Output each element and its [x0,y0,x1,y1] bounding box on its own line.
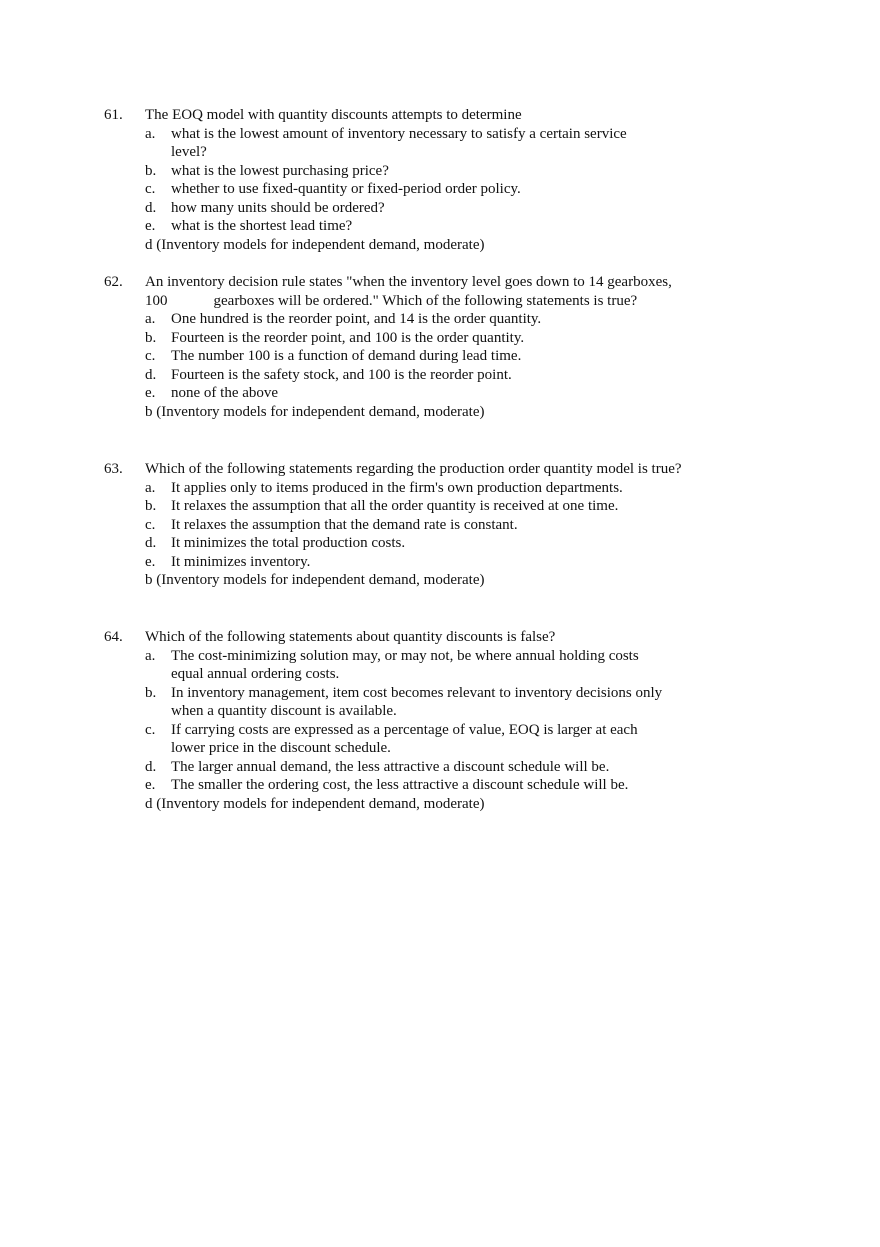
option-e [145,217,704,236]
option-letter: a. [145,125,156,142]
option-list [145,647,704,795]
option-a [145,125,704,162]
option-letter: c. [145,721,156,738]
option-list [145,125,704,236]
question-number: 61. [104,107,123,123]
option-b [145,329,704,348]
question-number: 62. [104,274,123,290]
option-b [145,497,704,516]
question-stem-part2: gearboxes will be ordered." Which of the following statements is true? [213,292,638,309]
option-text: The larger annual demand, the less attractive a discount schedule will be. [171,758,610,775]
answer-key: b (Inventory models for independent demand, moderate) [145,572,485,588]
option-e [145,553,704,572]
option-text: Fourteen is the safety stock, and 100 is the reorder point. [171,366,512,383]
option-c [145,516,704,535]
option-letter: b. [145,329,157,346]
option-letter: b. [145,684,157,701]
question-62 [104,273,704,421]
answer-key: b (Inventory models for independent demand, moderate) [145,403,485,420]
option-text: whether to use fixed-quantity or fixed-period order policy. [171,181,521,197]
option-b [145,162,704,181]
answer-key: d (Inventory models for independent demand, moderate) [145,795,485,812]
question-stem: The EOQ model with quantity discounts attempts to determine [145,107,522,123]
option-text: what is the lowest purchasing price? [171,162,389,179]
option-e [145,776,704,795]
option-text: what is the shortest lead time? [171,218,353,234]
option-letter: d. [145,535,157,551]
option-text: It minimizes inventory. [171,553,311,570]
option-d [145,758,704,777]
option-text: none of the above [171,385,279,401]
option-text: It applies only to items produced in the firm's own production departments. [171,479,623,496]
option-letter: c. [145,348,156,364]
option-d [145,534,704,553]
option-d [145,199,704,218]
option-letter: a. [145,479,156,496]
option-d [145,366,704,385]
option-letter: a. [145,311,156,327]
question-stem: Which of the following statements about quantity discounts is false? [145,629,556,645]
question-stem: Which of the following statements regarding the production order quantity model is true? [145,461,682,477]
option-c [145,347,704,366]
option-text: It relaxes the assumption that the demand rate is constant. [171,516,518,533]
option-list [145,479,704,572]
option-letter: c. [145,516,156,533]
option-letter: d. [145,199,157,216]
question-number: 63. [104,461,123,477]
question-number: 64. [104,629,123,645]
question-64 [104,628,704,813]
option-text: In inventory management, item cost becomes relevant to inventory decisions only when a quantity discount is available. [171,684,663,719]
option-text: what is the lowest amount of inventory necessary to satisfy a certain service level? [171,125,627,160]
option-text: The smaller the ordering cost, the less attractive a discount schedule will be. [171,777,629,793]
option-text: Fourteen is the reorder point, and 100 is the order quantity. [171,329,525,346]
option-a [145,310,704,329]
option-c [145,180,704,199]
option-text: It minimizes the total production costs. [171,535,406,551]
option-letter: e. [145,385,156,401]
option-b [145,684,704,721]
option-text: It relaxes the assumption that all the order quantity is received at one time. [171,498,619,514]
answer-key: d (Inventory models for independent demand, moderate) [145,236,485,253]
option-letter: d. [145,366,157,383]
option-list [145,310,704,403]
option-letter: b. [145,498,157,514]
option-letter: b. [145,162,157,179]
question-stem-part1: An inventory decision rule states "when the inventory level goes down to 14 gearboxes, 100 [145,274,672,309]
option-text: The number 100 is a function of demand during lead time. [171,348,522,364]
option-letter: c. [145,181,156,197]
option-a [145,647,704,684]
option-text: If carrying costs are expressed as a percentage of value, EOQ is larger at each lower price in the discount schedule. [171,721,638,756]
option-letter: e. [145,553,156,570]
option-e [145,384,704,403]
option-text: The cost-minimizing solution may, or may not, be where annual holding costs equal annual ordering costs. [171,647,639,682]
option-letter: d. [145,758,157,775]
question-63 [104,460,704,590]
option-letter: e. [145,777,156,793]
option-a [145,479,704,498]
option-c [145,721,704,758]
option-letter: e. [145,218,156,234]
option-text: how many units should be ordered? [171,199,385,216]
question-61 [104,106,704,254]
option-letter: a. [145,647,156,664]
option-text: One hundred is the reorder point, and 14 is the order quantity. [171,311,542,327]
question-stem [145,273,690,310]
